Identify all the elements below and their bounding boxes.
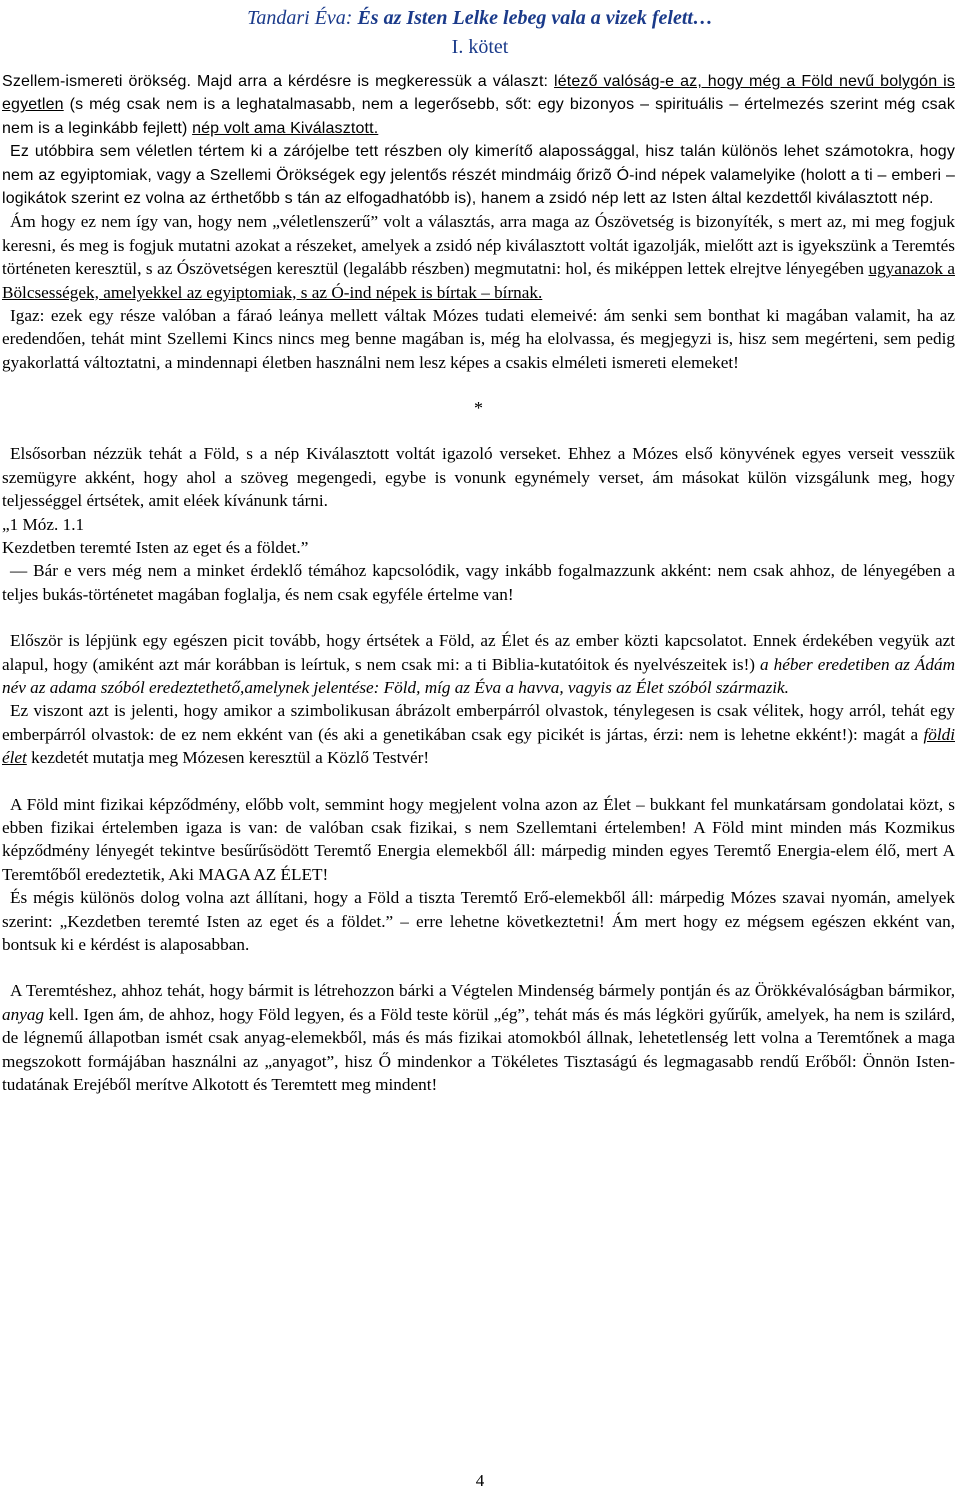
paragraph-8-text-b: kezdetét mutatja meg Mózesen keresztül a Közlő Testvér!	[26, 748, 430, 768]
header-title: És az Isten Lelke lebeg vala a vizek felett…	[357, 7, 713, 29]
paragraph-1-underlined-b: nép volt ama Kiválasztott.	[192, 119, 379, 137]
header-title-line	[0, 4, 960, 33]
paragraph-3-underlined: ugyanazok a Bölcsességek, amelyekkel az egyiptomiak, s az Ó-ind népek is bírtak – bírnak.	[2, 259, 955, 302]
paragraph-5: Elsősorban nézzük tehát a Föld, s a nép Kiválasztott voltát igazoló verseket. Ehhez a Mózes első könyvének egyes verseit vesszük szemügyre akként, hogy ahol a szöveg megengedi, egybe is vonunk egynémely verset, ám másokat külön vizsgálunk meg, hogy teljességgel értsétek, amit eléek kívánunk tárni.	[2, 444, 955, 511]
verse-reference: „1 Móz. 1.1	[2, 514, 85, 534]
header-volume: I. kötet	[451, 36, 509, 58]
paragraph-11-text-a: A Teremtéshez, ahhoz tehát, hogy bármit is létrehozzon bárki a Végtelen Mindenség bármely pontján és az Örökkévalóságban bármikor,	[10, 981, 955, 1001]
paragraph-7-italic: a héber eredetiben az Ádám név az adama szóból eredeztethető,amelynek jelentése: Föld, míg az Éva a havva, vagyis az Élet szóból származik.	[2, 654, 955, 697]
paragraph-8-text-a: Ez viszont azt is jelenti, hogy amikor a szimbolikusan ábrázolt emberpárról olvastok, ténylegesen is csak vélitek, hogy arról, tehát egy emberpárról olvastok: de ez nem ekként van (és aki a genetikában csak egy picikét is jártas, érzi: nem is lehetne ekként!): magát a	[2, 701, 955, 744]
paragraph-8	[2, 699, 955, 769]
paragraph-2: Ez utóbbira sem véletlen tértem ki a zárójelbe tett részben oly kimerítő alapossággal, hisz talán különös lehet számotokra, hogy nem az egyiptomiak, vagy a Szellemi Örökségek egy jelentős részét mindmáig őrizõ Ó-ind népek valamelyike (holott a ti – emberi – logikátok szerint ez volna az érthetőbb s tán az elfogadhatóbb is), hanem a zsidó nép lett az Isten által kezdettől kiválasztott nép.	[2, 143, 955, 208]
paragraph-1	[2, 70, 955, 140]
verse-text: Kezdetben teremté Isten az eget és a földet.”	[2, 537, 309, 557]
header-author: Tandari Éva:	[247, 7, 353, 29]
paragraph-3	[2, 210, 955, 304]
paragraph-11-text-b: kell. Igen ám, de ahhoz, hogy Föld legyen, és a Föld teste körül „ég”, tehát más és más légköri gyűrűk, amelyek, ha nem is szilárd, de légnemű állapotban ismét csak anyag-elemekből, más és más fizikai atomokból állnak, lehetetlenség lett volna a Teremtőnek a maga megszokott formájában használni az „anyagot”, hisz Ő mindenkor a Tökéletes Tisztaságú és legmagasabb rendű Erőből: Önnön Isten-tudatának Erejéből merítve Alkotott és Teremtett meg mindent!	[2, 1004, 955, 1095]
page-body	[2, 70, 955, 1096]
paragraph-6: — Bár e vers még nem a minket érdeklő témához kapcsolódik, vagy inkább fogalmazzunk akként: nem csak ahhoz, de lényegében a teljes bukás-történetet magában foglalja, és nem csak egyféle értelme van!	[2, 561, 955, 604]
paragraph-9: A Föld mint fizikai képződmény, előbb volt, semmint hogy megjelent volna azon az Élet – bukkant fel munkatársam gondolatai közt, s ebben fizikai értelemben igaza is van: de valóban csak fizikai, s nem Szellemtani értelemben! A Föld mint minden más Kozmikus képződmény lényegét tekintve besűrűsödött Teremtő Energia elemekből áll: márpedig minden egyes Teremtő Energia-elem élő, mert A Teremtőből eredeztetik, Aki MAGA AZ ÉLET!	[2, 794, 955, 884]
paragraph-1-underlined-a: létező valóság-e az, hogy még a Föld nevű bolygón is egyetlen	[2, 73, 955, 114]
paragraph-7-text: Először is lépjünk egy egészen picit tovább, hogy értsétek a Föld, az Élet és az ember közti kapcsolatot. Ennek érdekében vegyük azt alapul, hogy (amiként azt már korábban is leírtuk, s nem csak mi: a ti Biblia-kutatóitok és nyelvészeitek is!)	[2, 631, 955, 674]
paragraph-1-text-a: Szellem-ismereti örökség. Majd arra a kérdésre is megkeressük a választ:	[2, 73, 555, 90]
page-number: 4	[475, 1471, 485, 1490]
paragraph-4: Igaz: ezek egy része valóban a fáraó leánya mellett váltak Mózes tudati elemeivé: ám senki sem bonthat ki magában valamit, ha az eredendően, tehát mint Szellemi Kincs nincs meg benne magában is, még ha elolvassa, és megjegyzi is, hisz sem megérteni, sem pedig gyakorlattá változtatni, a mindennapi életben használni nem lesz képes a csakis elméleti ismereti elemeket!	[2, 306, 955, 372]
section-separator: *	[474, 398, 483, 419]
paragraph-7	[2, 629, 955, 699]
paragraph-11	[2, 979, 955, 1096]
paragraph-3-text: Ám hogy ez nem így van, hogy nem „véletlenszerű” volt a választás, arra maga az Ószövetség is bizonyíték, s mert az, mi meg fogjuk keresni, és meg is fogjuk mutatni azokat a részeket, amelyek a zsidó nép kiválasztott voltát igazolják, mielőtt azt is igyekszünk a Teremtés történeten keresztül, s az Ószövetségen keresztül (legalább részben) megmutatni: hol, és miképpen lettek elrejtve lényegében	[2, 212, 955, 279]
paragraph-11-italic: anyag	[2, 1004, 45, 1024]
running-header	[0, 4, 960, 62]
paragraph-10: És mégis különös dolog volna azt állítani, hogy a Föld a tiszta Teremtő Erő-elemekből áll: márpedig Mózes szavai nyomán, amelyek szerint: „Kezdetben teremté Isten az eget és a földet.” – erre lehetne következtetni! Ám mert hogy ez mégsem egészen ekként van, bontsuk ki e kérdést is alaposabban.	[2, 888, 955, 954]
paragraph-1-text-b: (s még csak nem is a leghatalmasabb, nem a legerősebb, sőt: egy bizonyos – spirituális – értelmezés szerint még csak nem is a leginkább fejlett)	[2, 96, 955, 137]
paragraph-8-emphasis: földi élet	[2, 724, 955, 768]
